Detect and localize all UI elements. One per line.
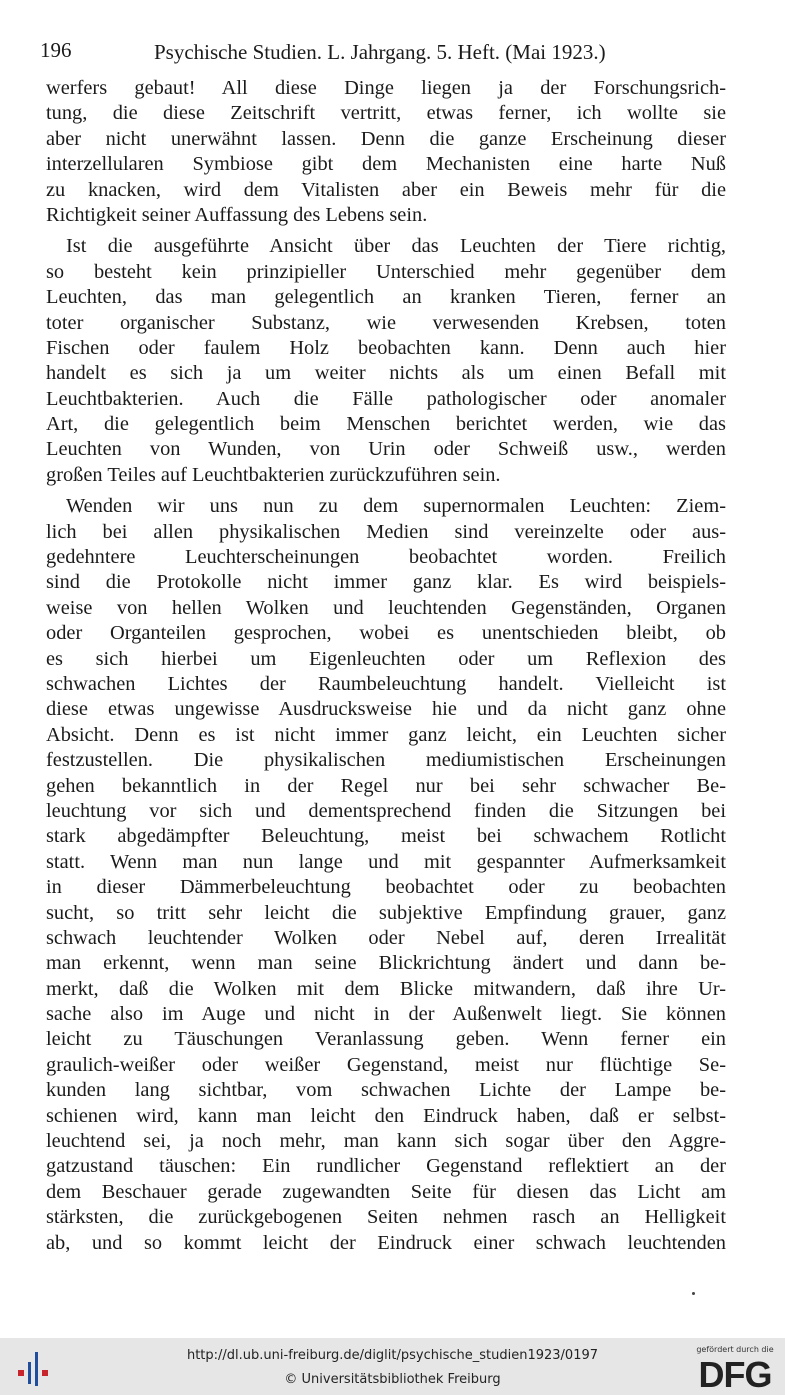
text-line: Art, die gelegentlich beim Menschen berichtet werden, wie das [46,413,726,436]
text-line: aber nicht unerwähnt lassen. Denn die ganze Erscheinung dieser [46,127,726,150]
text-line: leuchtung vor sich und dementsprechend finden die Sitzungen bei [46,799,726,822]
text-line: kunden lang sichtbar, vom schwachen Lichte der Lampe be- [46,1079,726,1102]
paragraph [46,234,726,488]
dfg-logo-icon [694,1354,776,1392]
text-line: schwach leuchtender Wolken oder Nebel auf, deren Irrealität [46,926,726,949]
text-line: Leuchten von Wunden, von Urin oder Schweiß usw., werden [46,438,726,461]
text-line: gedehntere Leuchterscheinungen beobachtet worden. Freilich [46,546,726,569]
text-line: interzellularen Symbiose gibt dem Mechanisten eine harte Nuß [46,153,726,176]
text-line: werfers gebaut! All diese Dinge liegen ja der Forschungsrich- [46,77,726,99]
text-line: Ist die ausgeführte Ansicht über das Leuchten der Tiere richtig, [66,235,726,258]
text-line: Fischen oder faulem Holz beobachten kann. Denn auch hier [46,336,726,359]
text-line: stark abgedämpfter Beleuchtung, meist bei schwachem Rotlicht [46,825,726,848]
dfg-logo-text: DFG [698,1354,772,1392]
text-line: leicht zu Täuschungen Veranlassung geben. Wenn ferner ein [46,1028,726,1051]
text-line: graulich-weißer oder weißer Gegenstand, meist nur flüchtige Se- [46,1053,726,1076]
footer-copyright: © Universitätsbibliothek Freiburg [284,1372,501,1387]
text-line: in dieser Dämmerbeleuchtung beobachtet oder zu beobachten [46,876,726,899]
text-line: zu knacken, wird dem Vitalisten aber ein Beweis mehr für die [46,178,726,201]
paragraph [46,76,726,228]
text-line: diese etwas ungewisse Ausdrucksweise hie und da nicht ganz ohne [46,698,726,721]
text-line: Richtigkeit seiner Auffassung des Lebens sein. [46,203,428,226]
text-line: tung, die diese Zeitschrift vertritt, etwas ferner, ich wollte sie [46,102,726,125]
text-line: großen Teiles auf Leuchtbakterien zurückzuführen sein. [46,463,501,486]
text-line: festzustellen. Die physikalischen mediumistischen Erscheinungen [46,749,726,772]
body-text [46,76,726,1256]
text-line: dem Beschauer gerade zugewandten Seite für diesen das Licht am [46,1180,726,1203]
text-line: handelt es sich ja um weiter nichts als um einen Befall mit [46,362,726,385]
text-line: sache also im Auge und nicht in der Außenwelt liegt. Sie können [46,1003,726,1026]
page-header [40,38,740,68]
text-line: schwachen Lichtes der Raumbeleuchtung handelt. Vielleicht ist [46,672,726,695]
text-line: Wenden wir uns nun zu dem supernormalen Leuchten: Ziem- [66,495,726,518]
text-line: oder Organteilen gesprochen, wobei es unentschieden bleibt, ob [46,622,726,645]
page-number: 196 [40,38,72,62]
text-line: toter organischer Substanz, wie verwesenden Krebsen, toten [46,311,726,334]
text-line: leuchtend sei, ja noch mehr, man kann sich sogar über den Aggre- [46,1130,726,1153]
text-line: gehen bekanntlich in der Regel nur bei sehr schwacher Be- [46,774,726,797]
text-line: stärksten, die zurückgebogenen Seiten nehmen rasch an Helligkeit [46,1206,726,1229]
text-line: so besteht kein prinzipieller Unterschied mehr gegenüber dem [46,260,726,283]
text-line: sind die Protokolle nicht immer ganz klar. Es wird beispiels- [46,571,726,594]
footer-url[interactable]: http://dl.ub.uni-freiburg.de/diglit/psychische_studien1923/0197 [186,1348,599,1363]
text-line: schienen wird, kann man leicht den Eindruck haben, daß er selbst- [46,1104,726,1127]
text-line: lich bei allen physikalischen Medien sind vereinzelte oder aus- [46,520,726,543]
text-line: Leuchten, das man gelegentlich an kranken Tieren, ferner an [46,286,726,309]
text-line: sucht, so tritt sehr leicht die subjektive Empfindung grauer, ganz [46,901,726,924]
text-line: Absicht. Denn es ist nicht immer ganz leicht, ein Leuchten sicher [46,723,726,746]
dfg-caption: gefördert durch die [696,1345,774,1354]
text-line: statt. Wenn man nun lange und mit gespannter Aufmerksamkeit [46,850,726,873]
paragraph [46,494,726,1256]
text-line: merkt, daß die Wolken mit dem Blicke mitwandern, daß ihre Ur- [46,977,726,1000]
footer-bar [0,1338,785,1395]
text-line: weise von hellen Wolken und leuchtenden Gegenständen, Organen [46,596,726,619]
text-line: gatzustand täuschen: Ein rundlicher Gegenstand reflektiert an der [46,1155,726,1178]
running-head: Psychische Studien. L. Jahrgang. 5. Heft. (Mai 1923.) [154,40,606,64]
text-line: Leuchtbakterien. Auch die Fälle pathologischer oder anomaler [46,387,726,410]
text-line: ab, und so kommt leicht der Eindruck einer schwach leuchtenden [46,1231,726,1254]
text-line: es sich hierbei um Eigenleuchten oder um Reflexion des [46,647,726,670]
scan-speck [692,1292,695,1295]
text-line: man erkennt, wenn man seine Blickrichtung ändert und dann be- [46,952,726,975]
